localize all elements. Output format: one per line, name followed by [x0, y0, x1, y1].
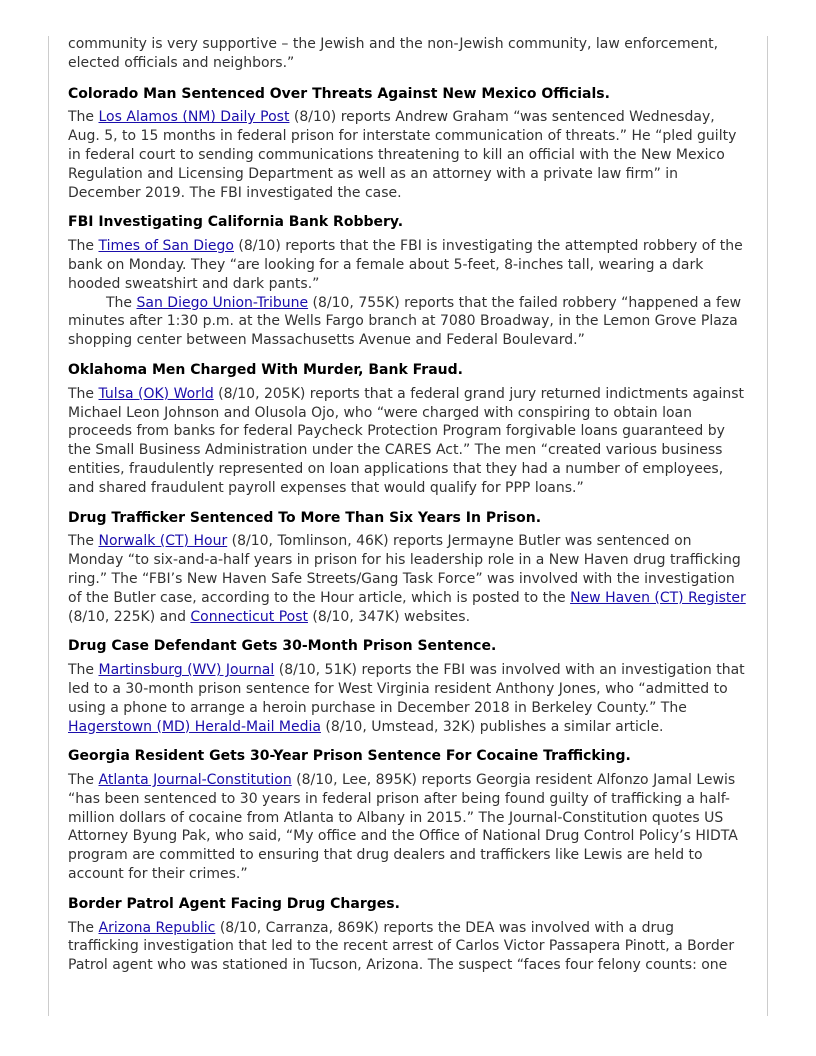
- story-drug-trafficker-sentenced: [68, 509, 748, 627]
- story-heading: Oklahoma Men Charged With Murder, Bank Fraud.: [68, 361, 463, 378]
- story-paragraph: The Los Alamos (NM) Daily Post (8/10) reports Andrew Graham “was sentenced Wednesday, Aug. 5, to 15 months in federal prison for interstate communication of threats.” He “pled guilty in federal court to sending communications threatening to kill an official with the New Mexico Regulation and Licensing Department as well as an attorney with a private law firm” in December 2019. The FBI investigated the case.: [68, 109, 737, 201]
- story-paragraph: The Atlanta Journal-Constitution (8/10, Lee, 895K) reports Georgia resident Alfonzo Jamal Lewis “has been sentenced to 30 years in federal prison after being found guilty of trafficking a half-million dollars of cocaine from Atlanta to Albany in 2015.” The Journal-Constitution quotes US Attorney Byung Pak, who said, “My office and the Office of National Drug Control Policy’s HIDTA program are committed to ensuring that drug dealers and traffickers like Lewis are held to account for their crimes.”: [68, 772, 738, 883]
- document-page: [68, 35, 748, 986]
- link-los-alamos-daily-post[interactable]: Los Alamos (NM) Daily Post: [98, 109, 290, 126]
- story-heading: Drug Trafficker Sentenced To More Than Six Years In Prison.: [68, 509, 542, 526]
- story-paragraph: The San Diego Union-Tribune (8/10, 755K) reports that the failed robbery “happened a few minutes after 1:30 p.m. at the Wells Fargo branch at 7080 Broadway, in the Lemon Grove Plaza shopping center between Massachusetts Avenue and Federal Boulevard.”: [68, 294, 742, 349]
- story-oklahoma-bank-fraud: [68, 361, 748, 498]
- link-norwalk-hour[interactable]: Norwalk (CT) Hour: [98, 533, 228, 550]
- story-paragraph: The Martinsburg (WV) Journal (8/10, 51K) reports the FBI was involved with an investigation that led to a 30-month prison sentence for West Virginia resident Anthony Jones, who “admitted to using a phone to arrange a heroin purchase in December 2018 in Berkeley County.” The Hagerstown (MD) Herald-Mail Media (8/10, Umstead, 32K) publishes a similar article.: [68, 662, 745, 735]
- story-colorado-threats: [68, 85, 748, 203]
- story-heading: Colorado Man Sentenced Over Threats Against New Mexico Officials.: [68, 85, 610, 102]
- link-atlanta-journal-constitution[interactable]: Atlanta Journal-Constitution: [98, 772, 292, 789]
- link-new-haven-register[interactable]: New Haven (CT) Register: [570, 589, 746, 606]
- story-heading: Drug Case Defendant Gets 30-Month Prison Sentence.: [68, 638, 497, 655]
- story-california-bank-robbery: [68, 213, 748, 350]
- right-margin-rule: [767, 36, 768, 1016]
- story-georgia-cocaine: [68, 747, 748, 884]
- story-paragraph: The Times of San Diego (8/10) reports that the FBI is investigating the attempted robbery of the bank on Monday. They “are looking for a female about 5-feet, 8-inches tall, wearing a dark hooded sweatshirt and dark pants.”: [68, 238, 743, 292]
- story-heading: Georgia Resident Gets 30-Year Prison Sentence For Cocaine Trafficking.: [68, 748, 631, 765]
- link-san-diego-union-tribune[interactable]: San Diego Union-Tribune: [136, 294, 309, 311]
- link-connecticut-post[interactable]: Connecticut Post: [190, 608, 308, 625]
- story-border-patrol-agent: [68, 895, 748, 975]
- link-tulsa-world[interactable]: Tulsa (OK) World: [98, 385, 214, 402]
- link-martinsburg-journal[interactable]: Martinsburg (WV) Journal: [98, 662, 275, 679]
- story-heading: Border Patrol Agent Facing Drug Charges.: [68, 895, 400, 912]
- left-margin-rule: [48, 36, 49, 1016]
- link-arizona-republic[interactable]: Arizona Republic: [98, 919, 216, 936]
- link-times-of-san-diego[interactable]: Times of San Diego: [98, 238, 234, 255]
- story-paragraph: The Arizona Republic (8/10, Carranza, 869K) reports the DEA was involved with a drug trafficking investigation that led to the recent arrest of Carlos Victor Passapera Pinott, a Border Patrol agent who was stationed in Tucson, Arizona. The suspect “faces four felony counts: one: [68, 919, 735, 974]
- intro-paragraph: community is very supportive – the Jewish and the non-Jewish community, law enforcement, elected officials and neighbors.”: [68, 36, 719, 71]
- story-paragraph: The Tulsa (OK) World (8/10, 205K) reports that a federal grand jury returned indictments against Michael Leon Johnson and Olusola Ojo, who “were charged with conspiring to obtain loan proceeds from banks for federal Paycheck Protection Program forgivable loans guaranteed by the Small Business Administration under the CARES Act.” The men “created various business entities, fraudulently represented on loan applications that they had a number of employees, and shared fraudulent payroll expenses that would qualify for PPP loans.”: [68, 385, 745, 496]
- story-heading: FBI Investigating California Bank Robbery.: [68, 214, 404, 231]
- story-paragraph: The Norwalk (CT) Hour (8/10, Tomlinson, 46K) reports Jermayne Butler was sentenced on Monday “to six-and-a-half years in prison for his leadership role in a New Haven drug trafficking ring.” The “FBI’s New Haven Safe Streets/Gang Task Force” was involved with the investigation of the Butler case, according to the Hour article, which is posted to the New Haven (CT) Register (8/10, 225K) and Connecticut Post (8/10, 347K) websites.: [68, 533, 746, 625]
- link-hagerstown-herald-mail[interactable]: Hagerstown (MD) Herald-Mail Media: [68, 718, 321, 735]
- story-drug-case-defendant: [68, 637, 748, 736]
